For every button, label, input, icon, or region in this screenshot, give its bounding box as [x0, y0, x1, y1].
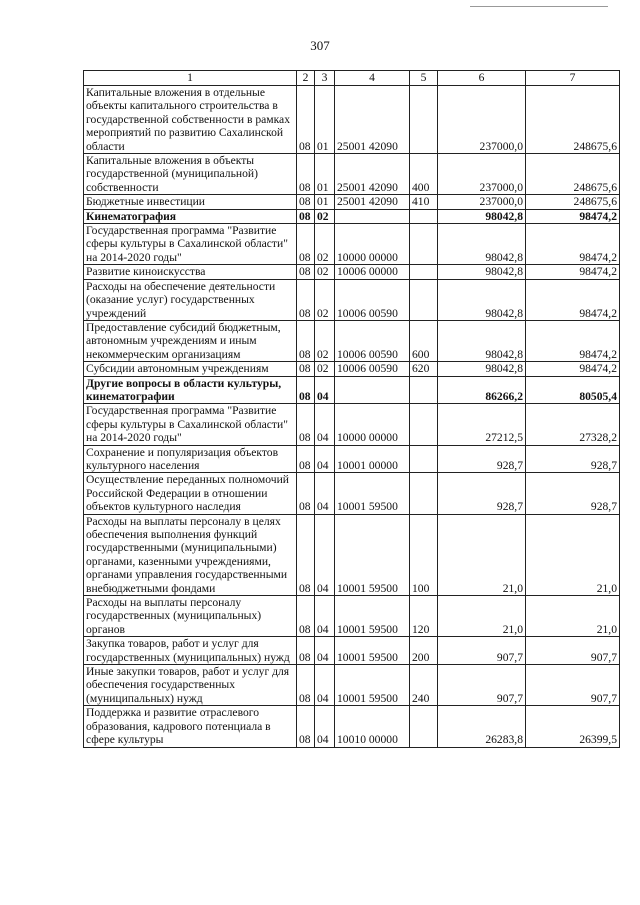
subsection-code-cell: 04	[315, 445, 335, 473]
amount-year2-cell: 248675,6	[526, 86, 620, 154]
table-body	[84, 86, 620, 748]
amount-year1-cell: 98042,8	[438, 265, 526, 279]
section-code-cell: 08	[297, 514, 315, 595]
table-row	[84, 637, 620, 665]
section-code-cell: 08	[297, 224, 315, 265]
target-article-cell: 10001 59500	[335, 473, 410, 514]
expense-type-cell: 400	[410, 154, 438, 195]
subsection-code-cell: 04	[315, 404, 335, 445]
expense-type-cell	[410, 265, 438, 279]
amount-year1-cell: 98042,8	[438, 224, 526, 265]
subsection-code-cell: 01	[315, 195, 335, 209]
section-code-cell: 08	[297, 637, 315, 665]
row-name-cell: Бюджетные инвестиции	[84, 195, 297, 209]
target-article-cell: 10010 00000	[335, 706, 410, 747]
subsection-code-cell: 02	[315, 362, 335, 376]
amount-year1-cell: 21,0	[438, 596, 526, 637]
table-row	[84, 320, 620, 361]
header-cell: 4	[335, 71, 410, 86]
row-name-cell: Иные закупки товаров, работ и услуг для обеспечения государственных (муниципальных) нужд	[84, 665, 297, 706]
expense-type-cell: 200	[410, 637, 438, 665]
target-article-cell: 10006 00590	[335, 362, 410, 376]
section-code-cell: 08	[297, 154, 315, 195]
row-name-cell: Закупка товаров, работ и услуг для государственных (муниципальных) нужд	[84, 637, 297, 665]
subsection-code-cell: 04	[315, 637, 335, 665]
header-cell: 7	[526, 71, 620, 86]
amount-year2-cell: 21,0	[526, 596, 620, 637]
amount-year1-cell: 27212,5	[438, 404, 526, 445]
subsection-code-cell: 04	[315, 514, 335, 595]
row-name-cell: Государственная программа "Развитие сферы культуры в Сахалинской области" на 2014-2020 годы"	[84, 224, 297, 265]
expense-type-cell: 240	[410, 665, 438, 706]
row-name-cell: Поддержка и развитие отраслевого образования, кадрового потенциала в сфере культуры	[84, 706, 297, 747]
section-code-cell: 08	[297, 404, 315, 445]
header-cell: 1	[84, 71, 297, 86]
subsection-code-cell: 04	[315, 706, 335, 747]
target-article-cell	[335, 376, 410, 404]
amount-year1-cell: 98042,8	[438, 209, 526, 223]
table-row	[84, 86, 620, 154]
target-article-cell: 10001 59500	[335, 596, 410, 637]
subsection-code-cell: 04	[315, 665, 335, 706]
expense-type-cell	[410, 376, 438, 404]
table-row	[84, 376, 620, 404]
amount-year1-cell: 98042,8	[438, 320, 526, 361]
header-cell: 5	[410, 71, 438, 86]
subsection-code-cell: 04	[315, 596, 335, 637]
header-row	[84, 71, 620, 86]
row-name-cell: Предоставление субсидий бюджетным, автономным учреждениям и иным некоммерческим организациям	[84, 320, 297, 361]
scan-edge-line	[470, 6, 608, 7]
amount-year1-cell: 907,7	[438, 637, 526, 665]
subsection-code-cell: 04	[315, 376, 335, 404]
amount-year1-cell: 98042,8	[438, 362, 526, 376]
section-code-cell: 08	[297, 320, 315, 361]
amount-year1-cell: 98042,8	[438, 279, 526, 320]
table-row	[84, 154, 620, 195]
amount-year2-cell: 98474,2	[526, 224, 620, 265]
table-row	[84, 596, 620, 637]
section-code-cell: 08	[297, 665, 315, 706]
section-code-cell: 08	[297, 195, 315, 209]
header-cell: 2	[297, 71, 315, 86]
table-row	[84, 279, 620, 320]
expense-type-cell	[410, 473, 438, 514]
amount-year2-cell: 98474,2	[526, 362, 620, 376]
target-article-cell: 25001 42090	[335, 154, 410, 195]
expense-type-cell: 620	[410, 362, 438, 376]
row-name-cell: Расходы на обеспечение деятельности (оказание услуг) государственных учреждений	[84, 279, 297, 320]
expense-type-cell: 600	[410, 320, 438, 361]
section-code-cell: 08	[297, 279, 315, 320]
subsection-code-cell: 02	[315, 224, 335, 265]
target-article-cell: 10001 59500	[335, 637, 410, 665]
target-article-cell	[335, 209, 410, 223]
expense-type-cell: 120	[410, 596, 438, 637]
target-article-cell: 10001 00000	[335, 445, 410, 473]
subsection-code-cell: 04	[315, 473, 335, 514]
row-name-cell: Сохранение и популяризация объектов культурного населения	[84, 445, 297, 473]
row-name-cell: Кинематография	[84, 209, 297, 223]
table-row	[84, 404, 620, 445]
row-name-cell: Государственная программа "Развитие сферы культуры в Сахалинской области" на 2014-2020 годы"	[84, 404, 297, 445]
subsection-code-cell: 02	[315, 265, 335, 279]
header-cell: 6	[438, 71, 526, 86]
amount-year1-cell: 21,0	[438, 514, 526, 595]
amount-year1-cell: 237000,0	[438, 154, 526, 195]
amount-year1-cell: 26283,8	[438, 706, 526, 747]
amount-year2-cell: 98474,2	[526, 279, 620, 320]
expense-type-cell	[410, 279, 438, 320]
amount-year2-cell: 907,7	[526, 637, 620, 665]
row-name-cell: Расходы на выплаты персоналу государственных (муниципальных) органов	[84, 596, 297, 637]
amount-year2-cell: 21,0	[526, 514, 620, 595]
target-article-cell: 10001 59500	[335, 514, 410, 595]
expense-type-cell	[410, 209, 438, 223]
target-article-cell: 10006 00000	[335, 265, 410, 279]
expense-type-cell	[410, 404, 438, 445]
table-row	[84, 665, 620, 706]
expense-type-cell	[410, 86, 438, 154]
amount-year1-cell: 237000,0	[438, 195, 526, 209]
section-code-cell: 08	[297, 265, 315, 279]
expense-type-cell: 410	[410, 195, 438, 209]
section-code-cell: 08	[297, 376, 315, 404]
section-code-cell: 08	[297, 86, 315, 154]
target-article-cell: 10000 00000	[335, 404, 410, 445]
table-row	[84, 209, 620, 223]
table-row	[84, 265, 620, 279]
subsection-code-cell: 01	[315, 86, 335, 154]
section-code-cell: 08	[297, 445, 315, 473]
subsection-code-cell: 02	[315, 209, 335, 223]
amount-year2-cell: 27328,2	[526, 404, 620, 445]
table-row	[84, 362, 620, 376]
amount-year1-cell: 237000,0	[438, 86, 526, 154]
amount-year2-cell: 98474,2	[526, 320, 620, 361]
table-row	[84, 514, 620, 595]
target-article-cell: 10000 00000	[335, 224, 410, 265]
section-code-cell: 08	[297, 596, 315, 637]
table-row	[84, 473, 620, 514]
amount-year2-cell: 928,7	[526, 473, 620, 514]
row-name-cell: Субсидии автономным учреждениям	[84, 362, 297, 376]
target-article-cell: 25001 42090	[335, 195, 410, 209]
row-name-cell: Капитальные вложения в объекты государственной (муниципальной) собственности	[84, 154, 297, 195]
target-article-cell: 10006 00590	[335, 279, 410, 320]
subsection-code-cell: 01	[315, 154, 335, 195]
amount-year2-cell: 26399,5	[526, 706, 620, 747]
table-row	[84, 706, 620, 747]
amount-year2-cell: 80505,4	[526, 376, 620, 404]
expense-type-cell: 100	[410, 514, 438, 595]
amount-year2-cell: 248675,6	[526, 195, 620, 209]
target-article-cell: 25001 42090	[335, 86, 410, 154]
amount-year2-cell: 907,7	[526, 665, 620, 706]
amount-year1-cell: 86266,2	[438, 376, 526, 404]
amount-year2-cell: 928,7	[526, 445, 620, 473]
row-name-cell: Другие вопросы в области культуры, кинематографии	[84, 376, 297, 404]
page-number: 307	[310, 38, 330, 53]
amount-year2-cell: 248675,6	[526, 154, 620, 195]
table-row	[84, 195, 620, 209]
amount-year2-cell: 98474,2	[526, 265, 620, 279]
expense-type-cell	[410, 224, 438, 265]
row-name-cell: Расходы на выплаты персоналу в целях обеспечения выполнения функций государственными (муниципальными) органами, казенными учреждениями, органами управления государственными внебюджетными фондами	[84, 514, 297, 595]
target-article-cell: 10001 59500	[335, 665, 410, 706]
subsection-code-cell: 02	[315, 320, 335, 361]
row-name-cell: Развитие киноискусства	[84, 265, 297, 279]
section-code-cell: 08	[297, 473, 315, 514]
target-article-cell: 10006 00590	[335, 320, 410, 361]
expense-type-cell	[410, 706, 438, 747]
subsection-code-cell: 02	[315, 279, 335, 320]
section-code-cell: 08	[297, 362, 315, 376]
amount-year1-cell: 928,7	[438, 445, 526, 473]
expense-type-cell	[410, 445, 438, 473]
amount-year2-cell: 98474,2	[526, 209, 620, 223]
table-row	[84, 445, 620, 473]
table-row	[84, 224, 620, 265]
row-name-cell: Осуществление переданных полномочий Российской Федерации в отношении объектов культурного наследия	[84, 473, 297, 514]
row-name-cell: Капитальные вложения в отдельные объекты капитального строительства в государственной собственности в рамках мероприятий по развитию Сахалинской области	[84, 86, 297, 154]
header-cell: 3	[315, 71, 335, 86]
amount-year1-cell: 928,7	[438, 473, 526, 514]
section-code-cell: 08	[297, 706, 315, 747]
section-code-cell: 08	[297, 209, 315, 223]
budget-table	[83, 70, 620, 748]
amount-year1-cell: 907,7	[438, 665, 526, 706]
